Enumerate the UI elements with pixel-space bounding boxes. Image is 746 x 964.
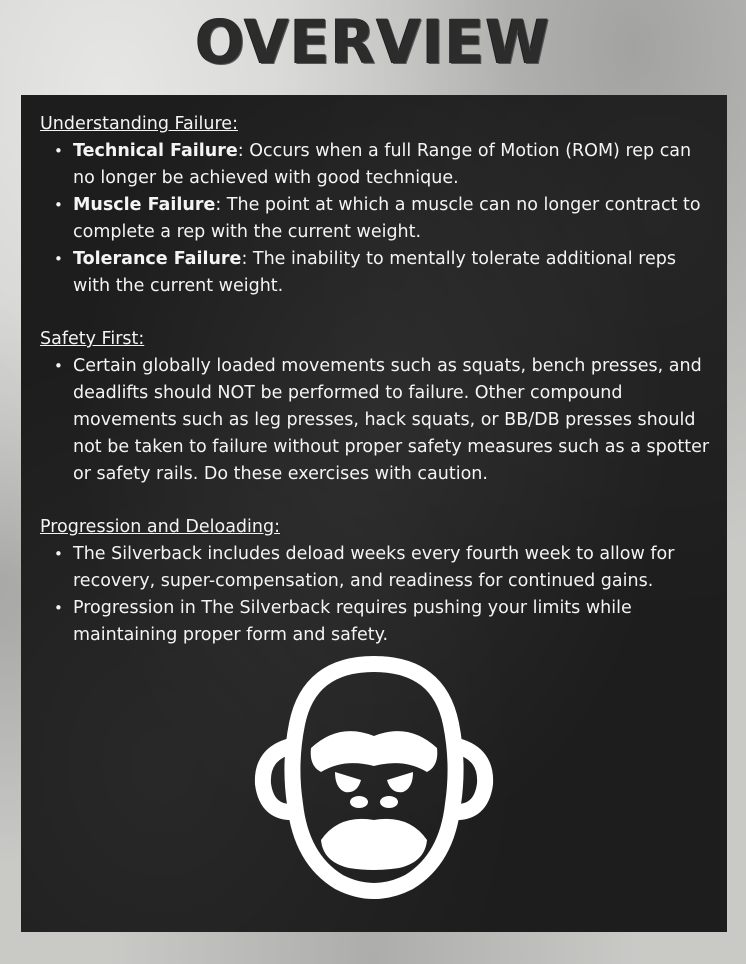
section-safety-first [40,326,710,488]
bullet-list [40,541,710,649]
gorilla-face-icon [249,654,499,904]
section-heading: Understanding Failure: [40,114,238,134]
list-item [73,192,710,246]
list-item [73,138,710,192]
section-heading: Safety First: [40,329,145,349]
list-item: • Progression in The Silverback requires pushing your limits while maintaining proper form and safety. [73,595,710,649]
term: Muscle Failure [73,195,216,215]
section-progression-deloading [40,514,710,649]
bullet-list [40,138,710,300]
list-item: • Certain globally loaded movements such as squats, bench presses, and deadlifts should NOT be performed to failure. Other compound movements such as leg presses, hack squats, or BB/DB presses should not be taken to failure without proper safety measures such as a spotter or safety rails. Do these exercises with caution. [73,353,710,488]
term: Tolerance Failure [73,249,242,269]
definition: : Occurs when a full Range of Motion (ROM) rep can no longer be achieved with good technique. [73,141,692,188]
definition: : The point at which a muscle can no longer contract to complete a rep with the current weight. [73,195,701,242]
section-heading: Progression and Deloading: [40,517,280,537]
term: Technical Failure [73,141,238,161]
definition: : The inability to mentally tolerate additional reps with the current weight. [73,249,677,296]
bullet-list [40,353,710,488]
content [40,111,710,675]
content-panel [21,95,727,932]
page-title: OVERVIEW [195,6,551,78]
list-item: • The Silverback includes deload weeks every fourth week to allow for recovery, super-compensation, and readiness for continued gains. [73,541,710,595]
section-understanding-failure [40,111,710,300]
list-item [73,246,710,300]
